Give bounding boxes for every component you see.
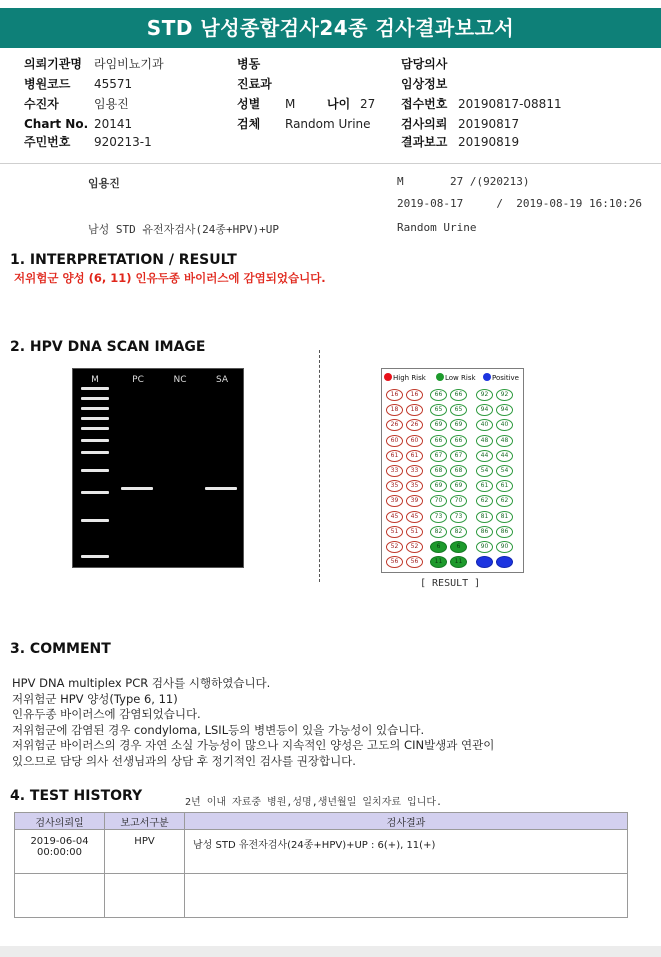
comment-line: 저위험군 HPV 양성(Type 6, 11) — [12, 691, 178, 706]
summary-name: 임용진 — [88, 177, 120, 190]
chip-spot: 52 — [386, 541, 403, 553]
section-comment-heading: 3. COMMENT — [10, 641, 111, 657]
report-label: 결과보고 — [401, 135, 448, 149]
history-type-cell: HPV — [105, 830, 185, 874]
chip-spot: 86 — [476, 526, 493, 538]
legend-positive: Positive — [483, 372, 519, 384]
lane-label: SA — [215, 375, 229, 385]
col-report-type: 보고서구분 — [105, 813, 185, 830]
chip-spot: 35 — [386, 480, 403, 492]
chip-spot: 45 — [386, 511, 403, 523]
chart-label: Chart No. — [24, 117, 89, 131]
ladder-band — [81, 519, 109, 522]
chip-spot: 66 — [450, 435, 467, 447]
patient-value: 임용진 — [94, 97, 129, 111]
chip-spot: 6 — [450, 541, 467, 553]
chip-spot: 94 — [496, 404, 513, 416]
history-note: 2년 이내 자료중 병원,성명,생년월일 일치자료 입니다. — [185, 797, 443, 808]
comment-line: 저위험군 바이러스의 경우 자연 소실 가능성이 많으나 지속적인 양성은 고도의 CIN발생과 연관이 — [12, 738, 495, 752]
chip-spot: 81 — [496, 511, 513, 523]
sample-band — [121, 487, 153, 490]
chip-spot: 45 — [406, 511, 423, 523]
chip-spot: 68 — [450, 465, 467, 477]
ladder-band — [81, 439, 109, 442]
chip-spot: 70 — [450, 495, 467, 507]
chip-spot: 66 — [430, 435, 447, 447]
legend-low-risk: Low Risk — [436, 372, 476, 384]
chip-spot — [476, 556, 493, 568]
chip-spot: 60 — [406, 435, 423, 447]
chip-spot: 67 — [430, 450, 447, 462]
lane-label: PC — [132, 375, 144, 385]
chip-spot: 60 — [386, 435, 403, 447]
ladder-band — [81, 407, 109, 410]
ladder-band — [81, 387, 109, 390]
request-label: 검사의뢰 — [401, 117, 448, 131]
history-empty-cell — [185, 874, 628, 918]
chip-spot: 90 — [476, 541, 493, 553]
chip-spot: 51 — [386, 526, 403, 538]
chip-spot: 67 — [450, 450, 467, 462]
table-row — [15, 830, 628, 874]
comment-line: 저위험군에 감염된 경우 condyloma, LSIL등의 병변등이 있을 가능성이 있습니다. — [12, 722, 425, 737]
request-value: 20190817 — [458, 117, 520, 131]
chip-spot: 40 — [476, 419, 493, 431]
col-request-date: 검사의뢰일 — [15, 813, 105, 830]
chip-spot: 92 — [476, 389, 493, 401]
chip-spot: 39 — [386, 495, 403, 507]
chip-spot: 11 — [430, 556, 447, 568]
summary-sex-age: M 27 /(920213) — [397, 175, 530, 188]
hpv-chip-result — [381, 368, 524, 573]
chip-spot: 69 — [450, 480, 467, 492]
dashed-divider — [319, 350, 320, 582]
ladder-band — [81, 397, 109, 400]
history-time: 00:00:00 — [37, 847, 82, 858]
lane-label: M — [91, 375, 99, 385]
chip-spot: 69 — [450, 419, 467, 431]
chip-spot: 69 — [430, 480, 447, 492]
summary-specimen: Random Urine — [397, 221, 477, 234]
chip-spot: 44 — [476, 450, 493, 462]
chip-spot: 6 — [430, 541, 447, 553]
history-table — [14, 812, 628, 918]
clinical-label: 임상정보 — [401, 77, 448, 91]
age-label: 나이 — [327, 97, 351, 111]
hospital-label: 의뢰기관명 — [24, 57, 82, 71]
chip-spot: 26 — [386, 419, 403, 431]
gel-electrophoresis-image — [72, 368, 244, 568]
section-scan-heading: 2. HPV DNA SCAN IMAGE — [10, 339, 206, 355]
comment-line: 있으므로 담당 의사 선생님과의 상담 후 정기적인 검사를 권장합니다. — [12, 753, 356, 768]
history-date: 2019-06-04 — [30, 836, 89, 847]
footer-bar — [0, 946, 661, 957]
patient-label: 수진자 — [24, 97, 59, 111]
doctor-label: 담당의사 — [401, 57, 448, 71]
chip-spot: 56 — [406, 556, 423, 568]
ladder-band — [81, 555, 109, 558]
chip-spot: 61 — [386, 450, 403, 462]
chip-spot: 56 — [386, 556, 403, 568]
chip-spot: 61 — [406, 450, 423, 462]
chip-spot: 90 — [496, 541, 513, 553]
chip-spot: 62 — [496, 495, 513, 507]
chip-spot: 69 — [430, 419, 447, 431]
chip-spot: 52 — [406, 541, 423, 553]
chip-spot: 61 — [496, 480, 513, 492]
chip-spot: 66 — [430, 389, 447, 401]
chip-spot: 48 — [476, 435, 493, 447]
chip-spot: 51 — [406, 526, 423, 538]
chip-spot: 82 — [450, 526, 467, 538]
chip-spot: 86 — [496, 526, 513, 538]
chip-spot: 18 — [386, 404, 403, 416]
comment-line: 인유두종 바이러스에 감염되었습니다. — [12, 707, 201, 721]
chip-spot: 94 — [476, 404, 493, 416]
table-row — [15, 874, 628, 918]
id-value: 920213-1 — [94, 135, 152, 149]
history-result-cell: 남성 STD 유전자검사(24종+HPV)+UP : 6(+), 11(+) — [185, 830, 628, 874]
chip-spot: 16 — [386, 389, 403, 401]
chip-spot: 61 — [476, 480, 493, 492]
chip-spot — [496, 556, 513, 568]
chip-spot: 39 — [406, 495, 423, 507]
chip-spot: 73 — [430, 511, 447, 523]
chip-spot: 33 — [406, 465, 423, 477]
green-dot-icon — [436, 373, 444, 381]
chip-spot: 44 — [496, 450, 513, 462]
chip-spot: 26 — [406, 419, 423, 431]
chip-spot: 81 — [476, 511, 493, 523]
dept-label: 진료과 — [237, 77, 272, 91]
section-interpretation-heading: 1. INTERPRETATION / RESULT — [10, 252, 237, 268]
chip-legend — [384, 372, 522, 384]
legend-high-risk: High Risk — [384, 372, 426, 384]
chip-spot: 54 — [496, 465, 513, 477]
result-caption: [ RESULT ] — [420, 578, 481, 589]
comment-line: HPV DNA multiplex PCR 검사를 시행하였습니다. — [12, 676, 271, 690]
receipt-label: 접수번호 — [401, 97, 448, 111]
ladder-band — [81, 451, 109, 454]
chip-spot: 11 — [450, 556, 467, 568]
specimen-label: 검체 — [237, 117, 261, 131]
section-history-heading: 4. TEST HISTORY — [10, 788, 143, 804]
hospital-value: 라임비뇨기과 — [94, 57, 164, 71]
chip-spot: 65 — [430, 404, 447, 416]
receipt-value: 20190817-08811 — [458, 97, 562, 111]
sex-value: M — [285, 97, 296, 111]
id-label: 주민번호 — [24, 135, 71, 149]
chip-spot: 68 — [430, 465, 447, 477]
chart-value: 20141 — [94, 117, 133, 131]
chip-spot: 33 — [386, 465, 403, 477]
summary-test-name: 남성 STD 유전자검사(24종+HPV)+UP — [88, 223, 279, 236]
summary-dates: 2019-08-17 / 2019-08-19 16:10:26 — [397, 197, 643, 210]
chip-spot: 82 — [430, 526, 447, 538]
history-empty-cell — [105, 874, 185, 918]
interpretation-text: 저위험군 양성 (6, 11) 인유두종 바이러스에 감염되었습니다. — [14, 271, 326, 285]
chip-spot: 65 — [450, 404, 467, 416]
chip-spot: 16 — [406, 389, 423, 401]
chip-spot: 48 — [496, 435, 513, 447]
chip-spot: 18 — [406, 404, 423, 416]
code-value: 45571 — [94, 77, 133, 91]
history-empty-cell — [15, 874, 105, 918]
ladder-band — [81, 417, 109, 420]
specimen-value: Random Urine — [285, 117, 371, 131]
report-date-value: 20190819 — [458, 135, 520, 149]
code-label: 병원코드 — [24, 77, 71, 91]
chip-spot: 92 — [496, 389, 513, 401]
ward-label: 병동 — [237, 57, 261, 71]
report-title: STD 남성종합검사24종 검사결과보고서 — [0, 8, 661, 48]
chip-spot: 40 — [496, 419, 513, 431]
chip-spot: 70 — [430, 495, 447, 507]
patient-info-panel — [0, 48, 661, 164]
comment-block — [12, 676, 494, 769]
age-value: 27 — [360, 97, 376, 111]
sex-label: 성별 — [237, 97, 261, 111]
chip-spot: 54 — [476, 465, 493, 477]
ladder-band — [81, 469, 109, 472]
col-test-result: 검사결과 — [185, 813, 628, 830]
chip-spot: 73 — [450, 511, 467, 523]
ladder-band — [81, 491, 109, 494]
sample-band — [205, 487, 237, 490]
ladder-band — [81, 427, 109, 430]
blue-dot-icon — [483, 373, 491, 381]
chip-spot: 62 — [476, 495, 493, 507]
chip-spot: 66 — [450, 389, 467, 401]
history-header-row — [15, 813, 628, 830]
red-dot-icon — [384, 373, 392, 381]
history-date-cell — [15, 830, 105, 874]
chip-spot: 35 — [406, 480, 423, 492]
lane-label: NC — [173, 375, 187, 385]
